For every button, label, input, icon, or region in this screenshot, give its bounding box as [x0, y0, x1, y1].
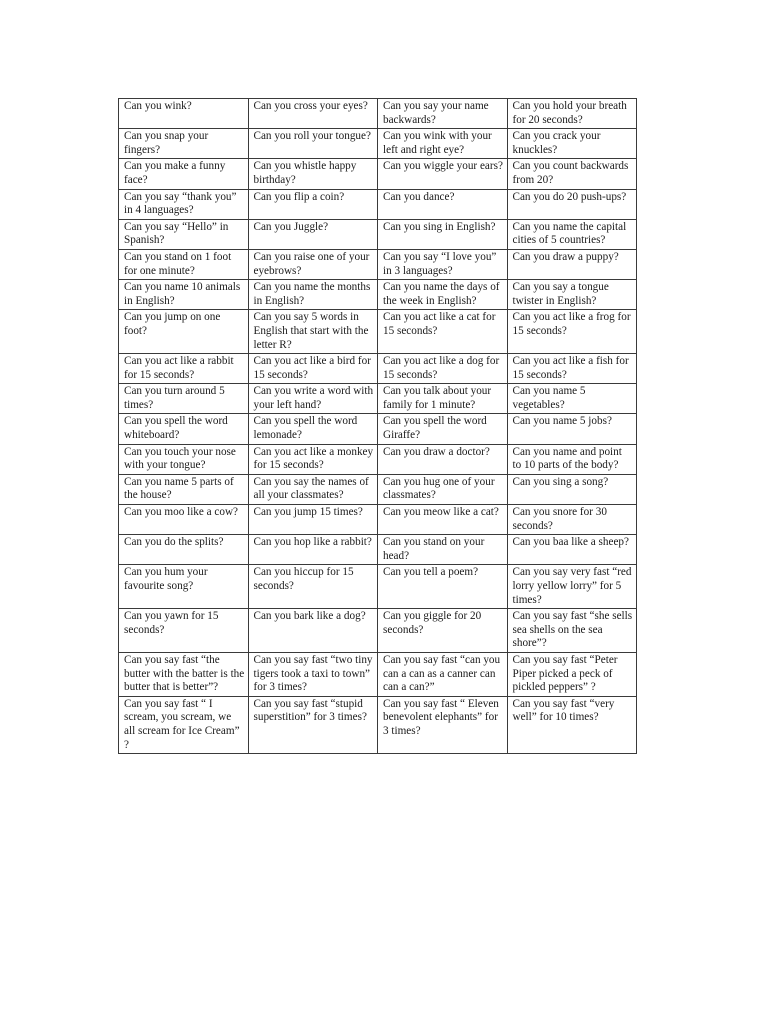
- question-cell: Can you name the days of the week in English?: [378, 280, 508, 310]
- question-cell: Can you stand on your head?: [378, 535, 508, 565]
- table-row: [119, 354, 637, 384]
- question-cell: Can you say “Hello” in Spanish?: [119, 219, 249, 249]
- question-cell: Can you talk about your family for 1 minute?: [378, 384, 508, 414]
- question-cell: Can you act like a rabbit for 15 seconds?: [119, 354, 249, 384]
- question-cell: Can you wiggle your ears?: [378, 159, 508, 189]
- question-cell: Can you say very fast “red lorry yellow lorry” for 5 times?: [507, 565, 637, 609]
- table-row: [119, 505, 637, 535]
- table-row: [119, 310, 637, 354]
- question-cell: Can you act like a bird for 15 seconds?: [248, 354, 378, 384]
- question-cell: Can you sing in English?: [378, 219, 508, 249]
- question-cell: Can you hug one of your classmates?: [378, 474, 508, 504]
- question-cell: Can you say fast “Peter Piper picked a peck of pickled peppers” ?: [507, 652, 637, 696]
- question-cell: Can you name 5 jobs?: [507, 414, 637, 444]
- table-row: [119, 384, 637, 414]
- question-cell: Can you cross your eyes?: [248, 99, 378, 129]
- table-row: [119, 414, 637, 444]
- question-cell: Can you baa like a sheep?: [507, 535, 637, 565]
- question-cell: Can you moo like a cow?: [119, 505, 249, 535]
- question-cell: Can you crack your knuckles?: [507, 129, 637, 159]
- table-row: [119, 219, 637, 249]
- question-cell: Can you stand on 1 foot for one minute?: [119, 249, 249, 279]
- question-cell: Can you giggle for 20 seconds?: [378, 609, 508, 653]
- question-cell: Can you tell a poem?: [378, 565, 508, 609]
- question-cell: Can you say fast “two tiny tigers took a taxi to town” for 3 times?: [248, 652, 378, 696]
- table-row: [119, 565, 637, 609]
- question-cell: Can you act like a cat for 15 seconds?: [378, 310, 508, 354]
- question-cell: Can you bark like a dog?: [248, 609, 378, 653]
- question-cell: Can you name the months in English?: [248, 280, 378, 310]
- question-cell: Can you name 10 animals in English?: [119, 280, 249, 310]
- questions-table-body: [119, 99, 637, 754]
- question-cell: Can you touch your nose with your tongue?: [119, 444, 249, 474]
- question-cell: Can you act like a dog for 15 seconds?: [378, 354, 508, 384]
- question-cell: Can you whistle happy birthday?: [248, 159, 378, 189]
- question-cell: Can you say fast “the butter with the batter is the butter that is better”?: [119, 652, 249, 696]
- question-cell: Can you say fast “stupid superstition” for 3 times?: [248, 696, 378, 753]
- question-cell: Can you name the capital cities of 5 countries?: [507, 219, 637, 249]
- question-cell: Can you say “thank you” in 4 languages?: [119, 189, 249, 219]
- question-cell: Can you spell the word whiteboard?: [119, 414, 249, 444]
- table-row: [119, 444, 637, 474]
- question-cell: Can you flip a coin?: [248, 189, 378, 219]
- question-cell: Can you name 5 vegetables?: [507, 384, 637, 414]
- question-cell: Can you act like a monkey for 15 seconds?: [248, 444, 378, 474]
- question-cell: Can you say 5 words in English that start with the letter R?: [248, 310, 378, 354]
- question-cell: Can you Juggle?: [248, 219, 378, 249]
- table-row: [119, 652, 637, 696]
- question-cell: Can you say fast “ I scream, you scream, we all scream for Ice Cream” ?: [119, 696, 249, 753]
- question-cell: Can you sing a song?: [507, 474, 637, 504]
- question-cell: Can you dance?: [378, 189, 508, 219]
- question-cell: Can you do the splits?: [119, 535, 249, 565]
- question-cell: Can you roll your tongue?: [248, 129, 378, 159]
- question-cell: Can you say fast “ Eleven benevolent elephants” for 3 times?: [378, 696, 508, 753]
- question-cell: Can you jump 15 times?: [248, 505, 378, 535]
- table-row: [119, 159, 637, 189]
- table-row: [119, 609, 637, 653]
- question-cell: Can you say “I love you” in 3 languages?: [378, 249, 508, 279]
- question-cell: Can you turn around 5 times?: [119, 384, 249, 414]
- question-cell: Can you hiccup for 15 seconds?: [248, 565, 378, 609]
- question-cell: Can you act like a fish for 15 seconds?: [507, 354, 637, 384]
- question-cell: Can you say a tongue twister in English?: [507, 280, 637, 310]
- question-cell: Can you write a word with your left hand?: [248, 384, 378, 414]
- questions-table: [118, 98, 637, 754]
- table-row: [119, 129, 637, 159]
- question-cell: Can you spell the word Giraffe?: [378, 414, 508, 444]
- question-cell: Can you hop like a rabbit?: [248, 535, 378, 565]
- question-cell: Can you snore for 30 seconds?: [507, 505, 637, 535]
- question-cell: Can you draw a doctor?: [378, 444, 508, 474]
- question-cell: Can you say fast “very well” for 10 times?: [507, 696, 637, 753]
- question-cell: Can you say fast “she sells sea shells on the sea shore”?: [507, 609, 637, 653]
- question-cell: Can you say fast “can you can a can as a canner can can a can?”: [378, 652, 508, 696]
- question-cell: Can you count backwards from 20?: [507, 159, 637, 189]
- question-cell: Can you say the names of all your classmates?: [248, 474, 378, 504]
- table-row: [119, 474, 637, 504]
- question-cell: Can you hum your favourite song?: [119, 565, 249, 609]
- question-cell: Can you do 20 push-ups?: [507, 189, 637, 219]
- table-row: [119, 280, 637, 310]
- question-cell: Can you meow like a cat?: [378, 505, 508, 535]
- table-row: [119, 249, 637, 279]
- table-row: [119, 99, 637, 129]
- question-cell: Can you say your name backwards?: [378, 99, 508, 129]
- question-cell: Can you spell the word lemonade?: [248, 414, 378, 444]
- question-cell: Can you name 5 parts of the house?: [119, 474, 249, 504]
- question-cell: Can you act like a frog for 15 seconds?: [507, 310, 637, 354]
- question-cell: Can you wink with your left and right eye?: [378, 129, 508, 159]
- question-cell: Can you draw a puppy?: [507, 249, 637, 279]
- question-cell: Can you yawn for 15 seconds?: [119, 609, 249, 653]
- table-row: [119, 535, 637, 565]
- question-cell: Can you jump on one foot?: [119, 310, 249, 354]
- table-row: [119, 696, 637, 753]
- question-cell: Can you snap your fingers?: [119, 129, 249, 159]
- question-cell: Can you raise one of your eyebrows?: [248, 249, 378, 279]
- question-cell: Can you make a funny face?: [119, 159, 249, 189]
- question-cell: Can you name and point to 10 parts of the body?: [507, 444, 637, 474]
- question-cell: Can you wink?: [119, 99, 249, 129]
- question-cell: Can you hold your breath for 20 seconds?: [507, 99, 637, 129]
- table-row: [119, 189, 637, 219]
